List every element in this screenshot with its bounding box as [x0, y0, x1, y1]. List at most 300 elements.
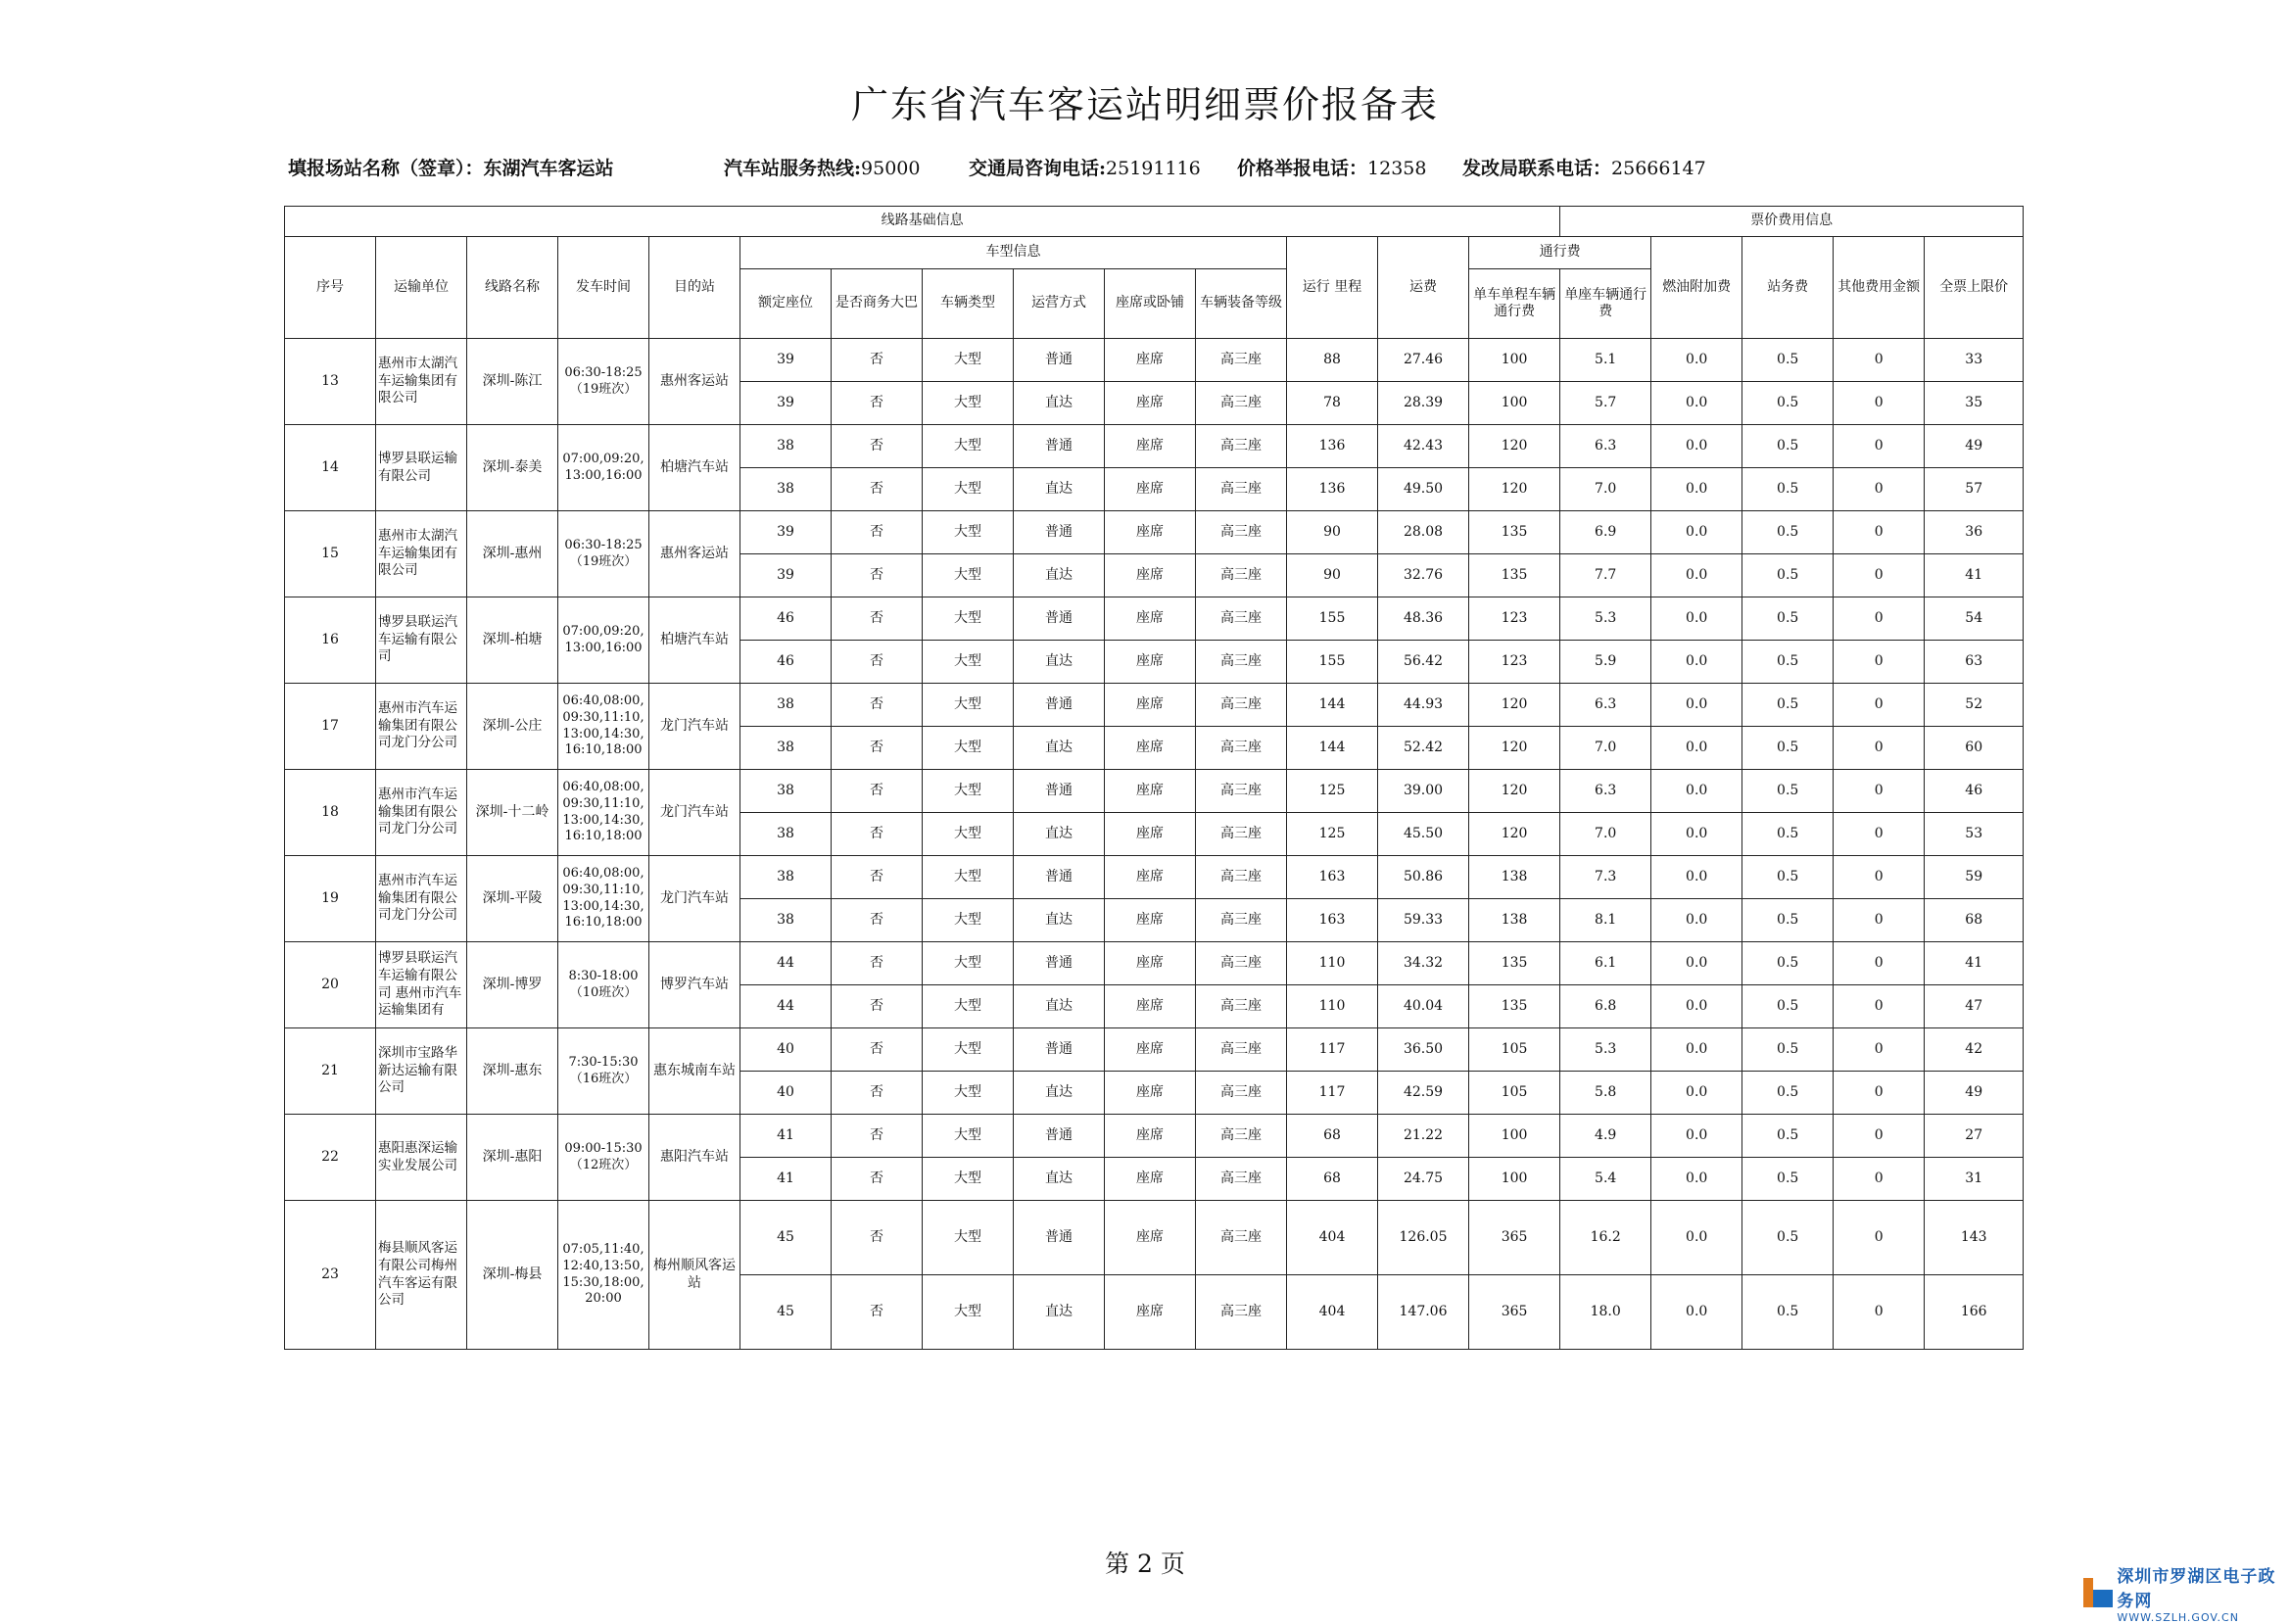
- cell-fuel: 0.0: [1651, 641, 1742, 684]
- cell-vtype: 大型: [923, 1028, 1014, 1072]
- cell-seq: 22: [285, 1115, 376, 1201]
- cell-fuel: 0.0: [1651, 942, 1742, 985]
- cell-mode: 直达: [1014, 554, 1105, 597]
- cell-toll-single: 100: [1469, 1158, 1560, 1201]
- cell-mode: 普通: [1014, 856, 1105, 899]
- col-grade: 车辆装备等级: [1196, 269, 1287, 339]
- cell-fuel: 0.0: [1651, 985, 1742, 1028]
- cell-other: 0: [1834, 1115, 1925, 1158]
- price-label: 价格举报电话：: [1237, 158, 1368, 179]
- cell-grade: 高三座: [1196, 511, 1287, 554]
- cell-toll-seat: 8.1: [1560, 899, 1651, 942]
- cell-station-fee: 0.5: [1742, 1115, 1834, 1158]
- cell-station-fee: 0.5: [1742, 641, 1834, 684]
- transport-value: 25191116: [1106, 158, 1201, 179]
- cell-business: 否: [832, 468, 923, 511]
- cell-seq: 21: [285, 1028, 376, 1115]
- cell-grade: 高三座: [1196, 1275, 1287, 1350]
- cell-mileage: 144: [1287, 684, 1378, 727]
- cell-mode: 普通: [1014, 1201, 1105, 1275]
- cell-toll-seat: 4.9: [1560, 1115, 1651, 1158]
- cell-vtype: 大型: [923, 339, 1014, 382]
- cell-toll-single: 120: [1469, 425, 1560, 468]
- cell-dest: 柏塘汽车站: [649, 597, 740, 684]
- cell-berth: 座席: [1105, 641, 1196, 684]
- cell-max: 41: [1925, 942, 2024, 985]
- cell-business: 否: [832, 1158, 923, 1201]
- cell-mileage: 404: [1287, 1275, 1378, 1350]
- cell-dest: 惠州客运站: [649, 511, 740, 597]
- cell-fuel: 0.0: [1651, 1201, 1742, 1275]
- cell-vtype: 大型: [923, 1201, 1014, 1275]
- cell-depart: 06:40,08:00,09:30,11:10,13:00,14:30,16:10,18:00: [558, 684, 649, 770]
- fare-table-wrapper: [284, 206, 2024, 1350]
- cell-seats: 38: [740, 425, 832, 468]
- table-row: [285, 1201, 2024, 1275]
- cell-station-fee: 0.5: [1742, 511, 1834, 554]
- cell-route: 深圳-博罗: [467, 942, 558, 1028]
- cell-grade: 高三座: [1196, 856, 1287, 899]
- cell-berth: 座席: [1105, 899, 1196, 942]
- cell-mileage: 110: [1287, 985, 1378, 1028]
- report-meta: [288, 154, 2031, 180]
- cell-berth: 座席: [1105, 684, 1196, 727]
- cell-dest: 柏塘汽车站: [649, 425, 740, 511]
- cell-toll-single: 100: [1469, 382, 1560, 425]
- cell-grade: 高三座: [1196, 985, 1287, 1028]
- cell-toll-seat: 5.3: [1560, 1028, 1651, 1072]
- cell-fuel: 0.0: [1651, 425, 1742, 468]
- cell-fuel: 0.0: [1651, 899, 1742, 942]
- cell-company: 惠州市汽车运输集团有限公司龙门分公司: [376, 770, 467, 856]
- cell-toll-single: 135: [1469, 511, 1560, 554]
- cell-business: 否: [832, 1115, 923, 1158]
- cell-other: 0: [1834, 1072, 1925, 1115]
- cell-toll-seat: 7.0: [1560, 727, 1651, 770]
- cell-max: 46: [1925, 770, 2024, 813]
- cell-berth: 座席: [1105, 1115, 1196, 1158]
- cell-mode: 普通: [1014, 684, 1105, 727]
- cell-other: 0: [1834, 425, 1925, 468]
- cell-business: 否: [832, 597, 923, 641]
- cell-max: 35: [1925, 382, 2024, 425]
- cell-toll-seat: 5.4: [1560, 1158, 1651, 1201]
- col-toll-single: 单车单程车辆通行费: [1469, 269, 1560, 339]
- cell-company: 梅县顺风客运有限公司梅州汽车客运有限公司: [376, 1201, 467, 1350]
- cell-toll-single: 105: [1469, 1072, 1560, 1115]
- cell-toll-seat: 7.7: [1560, 554, 1651, 597]
- cell-mileage: 117: [1287, 1072, 1378, 1115]
- price-value: 12358: [1367, 158, 1427, 179]
- cell-seats: 41: [740, 1158, 832, 1201]
- cell-berth: 座席: [1105, 554, 1196, 597]
- cell-toll-seat: 16.2: [1560, 1201, 1651, 1275]
- cell-toll-seat: 5.3: [1560, 597, 1651, 641]
- cell-mileage: 90: [1287, 554, 1378, 597]
- cell-mode: 直达: [1014, 382, 1105, 425]
- col-seq: 序号: [285, 237, 376, 339]
- cell-route: 深圳-公庄: [467, 684, 558, 770]
- hotline-label: 汽车站服务热线:: [724, 158, 862, 179]
- cell-grade: 高三座: [1196, 770, 1287, 813]
- cell-toll-single: 135: [1469, 554, 1560, 597]
- cell-fare: 27.46: [1378, 339, 1469, 382]
- cell-depart: 07:00,09:20,13:00,16:00: [558, 425, 649, 511]
- ndrc-info: [1462, 154, 1706, 180]
- hotline-info: [724, 154, 969, 180]
- cell-dest: 惠东城南车站: [649, 1028, 740, 1115]
- cell-max: 42: [1925, 1028, 2024, 1072]
- cell-company: 惠州市汽车运输集团有限公司龙门分公司: [376, 684, 467, 770]
- cell-seats: 40: [740, 1072, 832, 1115]
- cell-vtype: 大型: [923, 1275, 1014, 1350]
- cell-vtype: 大型: [923, 1158, 1014, 1201]
- cell-station-fee: 0.5: [1742, 468, 1834, 511]
- col-toll-seat: 单座车辆通行费: [1560, 269, 1651, 339]
- cell-mode: 直达: [1014, 727, 1105, 770]
- route-group-header: 线路基础信息: [285, 207, 1560, 237]
- cell-seq: 16: [285, 597, 376, 684]
- cell-toll-single: 100: [1469, 1115, 1560, 1158]
- cell-grade: 高三座: [1196, 468, 1287, 511]
- cell-fare: 40.04: [1378, 985, 1469, 1028]
- cell-fare: 126.05: [1378, 1201, 1469, 1275]
- cell-vtype: 大型: [923, 942, 1014, 985]
- cell-route: 深圳-惠阳: [467, 1115, 558, 1201]
- cell-seats: 39: [740, 511, 832, 554]
- cell-toll-single: 105: [1469, 1028, 1560, 1072]
- cell-toll-seat: 5.1: [1560, 339, 1651, 382]
- cell-toll-single: 138: [1469, 899, 1560, 942]
- cell-business: 否: [832, 554, 923, 597]
- ndrc-label: 发改局联系电话：: [1462, 158, 1612, 179]
- cell-depart: 06:40,08:00,09:30,11:10,13:00,14:30,16:10,18:00: [558, 856, 649, 942]
- col-route: 线路名称: [467, 237, 558, 339]
- cell-toll-single: 100: [1469, 339, 1560, 382]
- table-row: [285, 942, 2024, 985]
- cell-berth: 座席: [1105, 425, 1196, 468]
- cell-station-fee: 0.5: [1742, 899, 1834, 942]
- cell-mileage: 78: [1287, 382, 1378, 425]
- cell-mode: 普通: [1014, 942, 1105, 985]
- col-fuel: 燃油附加费: [1651, 237, 1742, 339]
- cell-mileage: 125: [1287, 770, 1378, 813]
- cell-company: 深圳市宝路华新达运输有限公司: [376, 1028, 467, 1115]
- cell-seats: 38: [740, 684, 832, 727]
- cell-berth: 座席: [1105, 1028, 1196, 1072]
- cell-depart: 7:30-15:30（16班次）: [558, 1028, 649, 1115]
- cell-business: 否: [832, 856, 923, 899]
- cell-mode: 普通: [1014, 1028, 1105, 1072]
- cell-grade: 高三座: [1196, 339, 1287, 382]
- table-row: [285, 684, 2024, 727]
- cell-grade: 高三座: [1196, 1201, 1287, 1275]
- cell-fare: 45.50: [1378, 813, 1469, 856]
- cell-fuel: 0.0: [1651, 382, 1742, 425]
- watermark: [2081, 1566, 2290, 1624]
- cell-business: 否: [832, 511, 923, 554]
- cell-company: 博罗县联运汽车运输有限公司 惠州市汽车运输集团有: [376, 942, 467, 1028]
- cell-seq: 19: [285, 856, 376, 942]
- cell-seq: 15: [285, 511, 376, 597]
- cell-berth: 座席: [1105, 1201, 1196, 1275]
- cell-mileage: 125: [1287, 813, 1378, 856]
- cell-fare: 28.39: [1378, 382, 1469, 425]
- cell-station-fee: 0.5: [1742, 813, 1834, 856]
- cell-max: 143: [1925, 1201, 2024, 1275]
- cell-seq: 18: [285, 770, 376, 856]
- cell-fare: 42.59: [1378, 1072, 1469, 1115]
- cell-business: 否: [832, 985, 923, 1028]
- col-max: 全票上限价: [1925, 237, 2024, 339]
- cell-station-fee: 0.5: [1742, 339, 1834, 382]
- col-depart: 发车时间: [558, 237, 649, 339]
- cell-mode: 直达: [1014, 468, 1105, 511]
- cell-berth: 座席: [1105, 511, 1196, 554]
- col-other: 其他费用金额: [1834, 237, 1925, 339]
- cell-seats: 45: [740, 1275, 832, 1350]
- cell-vtype: 大型: [923, 770, 1014, 813]
- cell-fare: 59.33: [1378, 899, 1469, 942]
- cell-depart: 06:30-18:25（19班次）: [558, 339, 649, 425]
- cell-fuel: 0.0: [1651, 597, 1742, 641]
- cell-station-fee: 0.5: [1742, 727, 1834, 770]
- cell-station-fee: 0.5: [1742, 554, 1834, 597]
- cell-berth: 座席: [1105, 382, 1196, 425]
- cell-vtype: 大型: [923, 899, 1014, 942]
- cell-berth: 座席: [1105, 1072, 1196, 1115]
- cell-business: 否: [832, 1275, 923, 1350]
- cell-business: 否: [832, 727, 923, 770]
- station-label: 填报场站名称（签章）：: [288, 158, 484, 179]
- cell-max: 166: [1925, 1275, 2024, 1350]
- transport-label: 交通局咨询电话:: [969, 158, 1107, 179]
- col-station-fee: 站务费: [1742, 237, 1834, 339]
- cell-depart: 07:00,09:20,13:00,16:00: [558, 597, 649, 684]
- cell-toll-seat: 6.8: [1560, 985, 1651, 1028]
- cell-fare: 36.50: [1378, 1028, 1469, 1072]
- cell-mileage: 155: [1287, 597, 1378, 641]
- cell-seats: 46: [740, 597, 832, 641]
- cell-toll-seat: 6.3: [1560, 425, 1651, 468]
- cell-mode: 普通: [1014, 1115, 1105, 1158]
- cell-other: 0: [1834, 382, 1925, 425]
- cell-mileage: 136: [1287, 425, 1378, 468]
- page-title: 广东省汽车客运站明细票价报备表: [850, 83, 1439, 126]
- cell-other: 0: [1834, 942, 1925, 985]
- cell-dest: 博罗汽车站: [649, 942, 740, 1028]
- cell-seq: 20: [285, 942, 376, 1028]
- cell-business: 否: [832, 1072, 923, 1115]
- transport-info: [969, 154, 1237, 180]
- cell-berth: 座席: [1105, 985, 1196, 1028]
- cell-seq: 13: [285, 339, 376, 425]
- cell-dest: 梅州顺风客运站: [649, 1201, 740, 1350]
- cell-vtype: 大型: [923, 382, 1014, 425]
- cell-mileage: 155: [1287, 641, 1378, 684]
- cell-grade: 高三座: [1196, 641, 1287, 684]
- cell-max: 41: [1925, 554, 2024, 597]
- cell-seats: 41: [740, 1115, 832, 1158]
- cell-seats: 39: [740, 339, 832, 382]
- cell-fare: 32.76: [1378, 554, 1469, 597]
- cell-seats: 38: [740, 770, 832, 813]
- cell-company: 博罗县联运汽车运输有限公司: [376, 597, 467, 684]
- cell-route: 深圳-平陵: [467, 856, 558, 942]
- cell-vtype: 大型: [923, 554, 1014, 597]
- cell-other: 0: [1834, 597, 1925, 641]
- cell-other: 0: [1834, 339, 1925, 382]
- cell-route: 深圳-梅县: [467, 1201, 558, 1350]
- cell-toll-seat: 6.3: [1560, 770, 1651, 813]
- cell-fuel: 0.0: [1651, 468, 1742, 511]
- cell-mode: 直达: [1014, 1158, 1105, 1201]
- cell-other: 0: [1834, 468, 1925, 511]
- cell-toll-single: 365: [1469, 1201, 1560, 1275]
- cell-business: 否: [832, 641, 923, 684]
- cell-fare: 28.08: [1378, 511, 1469, 554]
- cell-station-fee: 0.5: [1742, 1158, 1834, 1201]
- cell-max: 52: [1925, 684, 2024, 727]
- cell-berth: 座席: [1105, 1275, 1196, 1350]
- cell-business: 否: [832, 942, 923, 985]
- cell-mileage: 90: [1287, 511, 1378, 554]
- cell-fare: 24.75: [1378, 1158, 1469, 1201]
- cell-vtype: 大型: [923, 468, 1014, 511]
- cell-fuel: 0.0: [1651, 1158, 1742, 1201]
- cell-mode: 直达: [1014, 1275, 1105, 1350]
- cell-fare: 49.50: [1378, 468, 1469, 511]
- cell-grade: 高三座: [1196, 382, 1287, 425]
- cell-company: 惠阳惠深运输实业发展公司: [376, 1115, 467, 1201]
- cell-station-fee: 0.5: [1742, 985, 1834, 1028]
- cell-max: 54: [1925, 597, 2024, 641]
- col-dest: 目的站: [649, 237, 740, 339]
- cell-seats: 38: [740, 813, 832, 856]
- table-row: [285, 511, 2024, 554]
- cell-vtype: 大型: [923, 1072, 1014, 1115]
- cell-other: 0: [1834, 1028, 1925, 1072]
- cell-grade: 高三座: [1196, 554, 1287, 597]
- cell-vtype: 大型: [923, 1115, 1014, 1158]
- cell-mode: 直达: [1014, 641, 1105, 684]
- cell-other: 0: [1834, 511, 1925, 554]
- cell-fuel: 0.0: [1651, 554, 1742, 597]
- watermark-cn: 深圳市罗湖区电子政务网: [2117, 1566, 2276, 1611]
- cell-toll-single: 123: [1469, 597, 1560, 641]
- cell-max: 47: [1925, 985, 2024, 1028]
- cell-mode: 直达: [1014, 985, 1105, 1028]
- cell-mode: 普通: [1014, 511, 1105, 554]
- cell-mode: 直达: [1014, 899, 1105, 942]
- cell-other: 0: [1834, 899, 1925, 942]
- cell-toll-single: 365: [1469, 1275, 1560, 1350]
- cell-vtype: 大型: [923, 727, 1014, 770]
- cell-mileage: 163: [1287, 856, 1378, 899]
- cell-toll-seat: 6.1: [1560, 942, 1651, 985]
- cell-mileage: 163: [1287, 899, 1378, 942]
- cell-grade: 高三座: [1196, 899, 1287, 942]
- cell-route: 深圳-陈江: [467, 339, 558, 425]
- cell-max: 49: [1925, 425, 2024, 468]
- cell-station-fee: 0.5: [1742, 684, 1834, 727]
- cell-dest: 龙门汽车站: [649, 684, 740, 770]
- cell-fare: 52.42: [1378, 727, 1469, 770]
- cell-seats: 38: [740, 856, 832, 899]
- cell-grade: 高三座: [1196, 1115, 1287, 1158]
- cell-mileage: 68: [1287, 1158, 1378, 1201]
- cell-business: 否: [832, 425, 923, 468]
- cell-max: 27: [1925, 1115, 2024, 1158]
- cell-toll-single: 123: [1469, 641, 1560, 684]
- cell-vtype: 大型: [923, 597, 1014, 641]
- cell-seq: 17: [285, 684, 376, 770]
- cell-station-fee: 0.5: [1742, 1275, 1834, 1350]
- cell-other: 0: [1834, 856, 1925, 899]
- cell-business: 否: [832, 339, 923, 382]
- cell-grade: 高三座: [1196, 727, 1287, 770]
- cell-company: 惠州市太湖汽车运输集团有限公司: [376, 339, 467, 425]
- cell-route: 深圳-惠东: [467, 1028, 558, 1115]
- fare-table-body: [285, 339, 2024, 1350]
- cell-station-fee: 0.5: [1742, 1072, 1834, 1115]
- cell-mode: 普通: [1014, 770, 1105, 813]
- cell-fuel: 0.0: [1651, 1115, 1742, 1158]
- table-row: [285, 856, 2024, 899]
- cell-mode: 普通: [1014, 339, 1105, 382]
- fare-group-header: 票价费用信息: [1560, 207, 2024, 237]
- cell-company: 惠州市汽车运输集团有限公司龙门分公司: [376, 856, 467, 942]
- cell-toll-single: 135: [1469, 942, 1560, 985]
- hotline-value: 95000: [861, 158, 921, 179]
- cell-seats: 38: [740, 899, 832, 942]
- cell-fare: 39.00: [1378, 770, 1469, 813]
- cell-fare: 21.22: [1378, 1115, 1469, 1158]
- cell-other: 0: [1834, 813, 1925, 856]
- cell-grade: 高三座: [1196, 597, 1287, 641]
- cell-dest: 惠州客运站: [649, 339, 740, 425]
- cell-depart: 07:05,11:40,12:40,13:50,15:30,18:00,20:00: [558, 1201, 649, 1350]
- cell-grade: 高三座: [1196, 1072, 1287, 1115]
- col-berth: 座席或卧铺: [1105, 269, 1196, 339]
- cell-berth: 座席: [1105, 813, 1196, 856]
- col-seats: 额定座位: [740, 269, 832, 339]
- cell-max: 60: [1925, 727, 2024, 770]
- cell-seats: 40: [740, 1028, 832, 1072]
- table-row: [285, 1115, 2024, 1158]
- cell-business: 否: [832, 382, 923, 425]
- cell-max: 63: [1925, 641, 2024, 684]
- cell-station-fee: 0.5: [1742, 1201, 1834, 1275]
- cell-fare: 48.36: [1378, 597, 1469, 641]
- cell-fare: 50.86: [1378, 856, 1469, 899]
- cell-other: 0: [1834, 1201, 1925, 1275]
- cell-max: 59: [1925, 856, 2024, 899]
- cell-max: 68: [1925, 899, 2024, 942]
- toll-group-header: 通行费: [1469, 237, 1651, 269]
- cell-other: 0: [1834, 985, 1925, 1028]
- cell-business: 否: [832, 813, 923, 856]
- cell-max: 53: [1925, 813, 2024, 856]
- cell-seats: 44: [740, 985, 832, 1028]
- table-row: [285, 597, 2024, 641]
- cell-fare: 34.32: [1378, 942, 1469, 985]
- cell-vtype: 大型: [923, 425, 1014, 468]
- col-mode: 运营方式: [1014, 269, 1105, 339]
- cell-berth: 座席: [1105, 1158, 1196, 1201]
- cell-mileage: 144: [1287, 727, 1378, 770]
- cell-max: 57: [1925, 468, 2024, 511]
